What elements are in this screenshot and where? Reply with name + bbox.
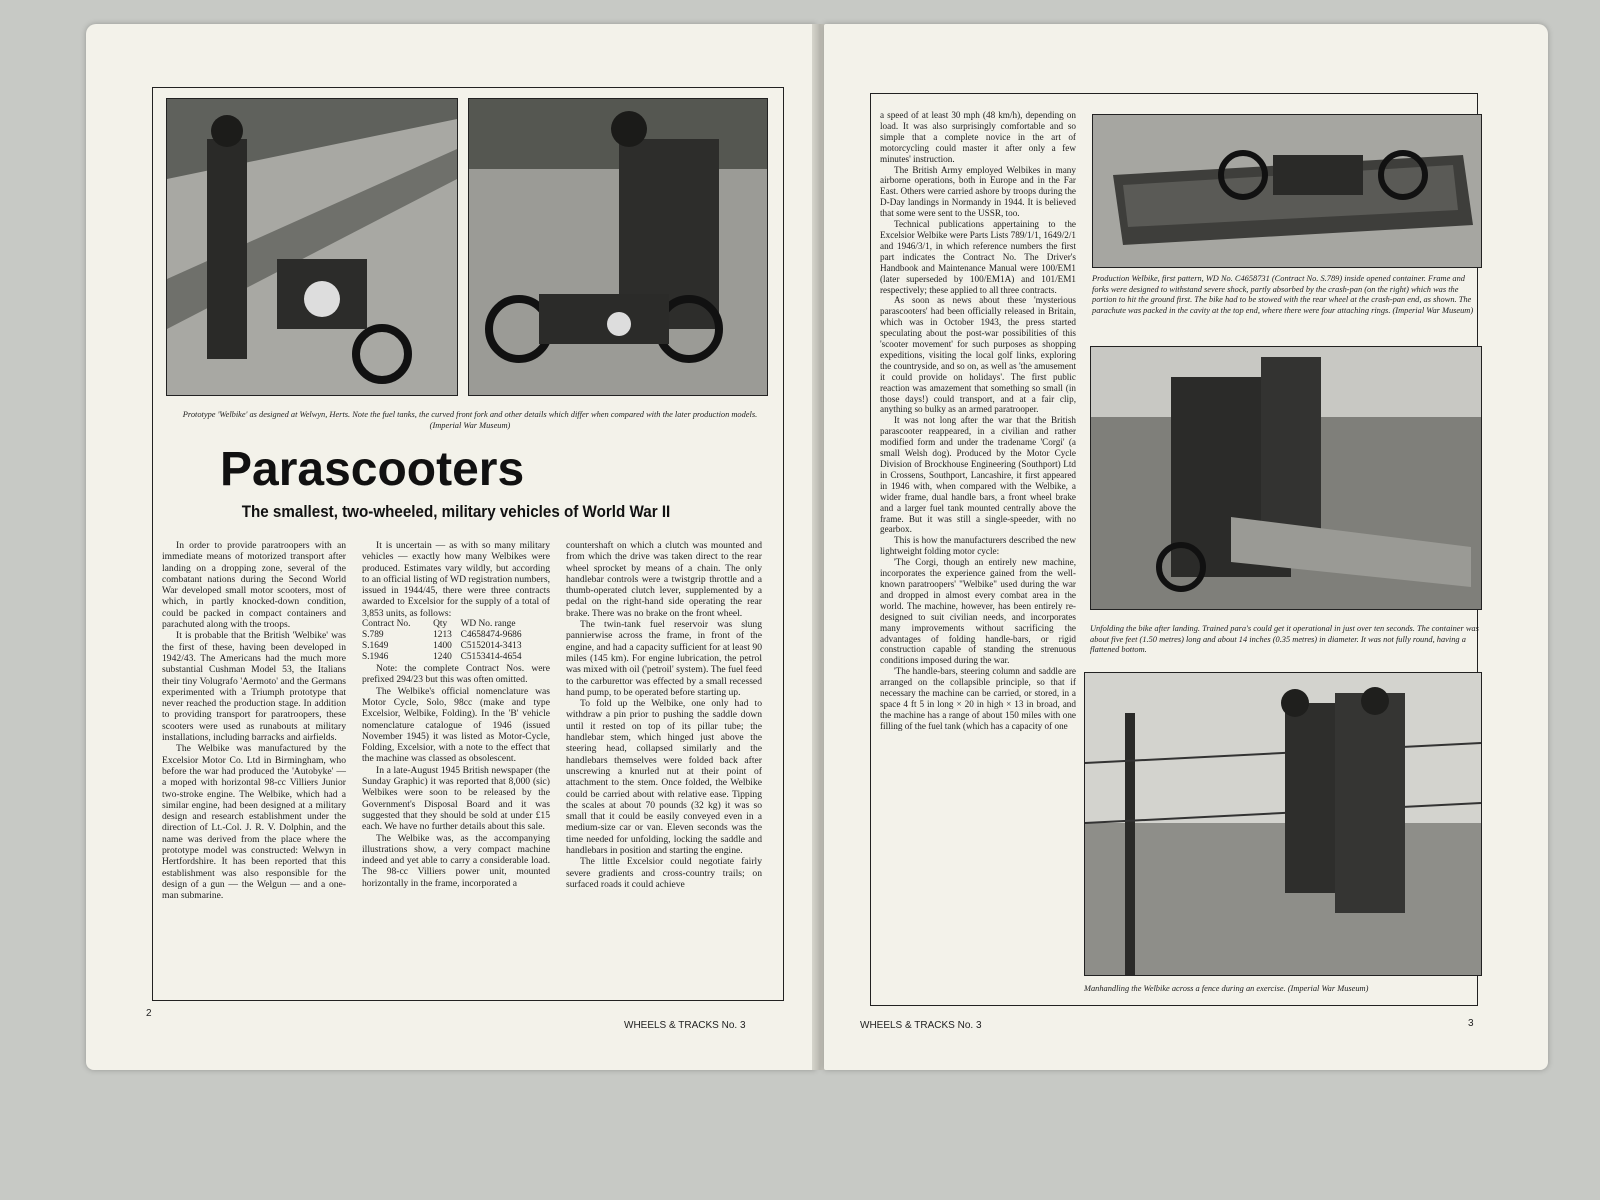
table-cell: C5152014-3413 [460,641,522,652]
right-page-number: 3 [1468,1018,1474,1029]
caption-unfolding: Unfolding the bike after landing. Trained para's could get it operational in just over ten seconds. The container was about five feet (1.50 metres) long and about 14 inches (0.35 metres) in diameter. It was not fully round, having a flattened bottom. [1090,624,1479,654]
table-cell: C4658474-9686 [460,630,522,641]
left-running-footer: WHEELS & TRACKS No. 3 [624,1020,746,1031]
photo-prototype-welbike-right [468,98,768,396]
right-text-column [880,110,1076,732]
article-title: Parascooters [220,443,525,496]
contract-table [362,619,550,663]
table-cell: 1240 [433,652,452,663]
table-cell: 1400 [433,641,452,652]
caption-container: Production Welbike, first pattern, WD No. C4658731 (Contract No. S.789) inside opened container. Frame and forks were designed to withstand severe shock, partly absorbed by the crash-pan (on the right) which was the portion to hit the ground first. The bike had to be stowed with the rear wheel at the crash-pan end, as shown. The parachute was packed in the cavity at the top end, where there were four attaching rings. (Imperial War Museum) [1092,274,1474,315]
paragraph: In order to provide paratroopers with an immediate means of motorized transport after landing on a dropping zone, several of the combatant nations during the Second World War developed small motor scooters, most of which, in partly knocked-down condition, could be packed in compact containers and parachuted along with the troops. [162,540,346,631]
paragraph: The Welbike's official nomenclature was Motor Cycle, Solo, 98cc (make and type Excelsior, Welbike, Folding). In the 'B' vehicle nomenclature catalogue of 1946 (issued November 1945) it was listed as Motor-Cycle, Folding, Excelsior, with a note to the effect that the machine was classed as obsolescent. [362,685,550,765]
text-column-1 [162,540,346,902]
photo-fence-exercise [1084,672,1482,976]
photo-unfolding-after-landing [1090,346,1482,610]
table-cell: S.1649 [362,641,389,652]
table-cell: C5153414-4654 [460,652,522,663]
table-row [362,630,550,641]
paragraph: a speed of at least 30 mph (48 km/h), depending on load. It was also surprisingly comfortable and so simple that a complete novice in the art of motorcycling could master it after only a few minutes' instruction. [880,110,1076,164]
table-row [362,641,550,652]
paragraph: The British Army employed Welbikes in many airborne operations, both in Europe and in the Far East. Others were carried ashore by troops during the D-Day landings in Normandy in 1944. It is believed that some were sent to the USSR, too. [880,164,1076,219]
paragraph: The little Excelsior could negotiate fairly severe gradients and cross-country trails; on surfaced roads it could achieve [566,856,762,890]
paragraph: This is how the manufacturers described the new lightweight folding motor cycle: [880,535,1076,557]
paragraph: To fold up the Welbike, one only had to withdraw a pin prior to pushing the saddle down until it rested on top of its pillar tube; the handlebar stem, which hinged just above the steering head, collapsed similarly and the handlebars themselves were folded back after unscrewing a knurled nut at their point of attachment to the stem. Once folded, the Welbike could be carried about with relative ease. Tipping the scales at about 70 pounds (32 kg) it was so small that it could be easily conveyed even in a medium-size car or van. Eleven seconds was the time needed for unfolding, locking the saddle and handlebars in position and starting the engine. [566,698,762,857]
paragraph: countershaft on which a clutch was mounted and from which the drive was taken direct to the rear wheel sprocket by means of a chain. The only handlebar controls were a twistgrip throttle and a thumb-operated clutch lever, supplemented by a pedal on the right-hand side operating the rear brake. There was no brake on the front wheel. [566,540,762,619]
paragraph: Technical publications appertaining to the Excelsior Welbike were Parts Lists 789/1/1, 1649/2/1 and 1946/3/1, in which reference numbers the first part indicates the Contract No. The Driver's Handbook and Maintenance Manual were 100/EM1 (later superseded by 100/EM1A) and 101/EM1 respectively; these applied to all three contracts. [880,219,1076,295]
paragraph: It was not long after the war that the British parascooter reappeared, in a civilian and rather modified form and under the tradename 'Corgi' (a small Welsh dog). Produced by the Motor Cycle Division of Brockhouse Engineering (Southport) Ltd in Crossens, Southport, Lancashire, it first appeared in 1946 with, when compared with the Welbike, a wider frame, dual handle bars, a front wheel brake and a larger fuel tank mounted centrally above the frame. But it was still a single-speeder, with no gearbox. [880,415,1076,535]
paragraph: 'The Corgi, though an entirely new machine, incorporates the experience gained from the well-known paratroopers' "Welbike" used during the war and dropped in almost every combat area in the world. The machine, however, has been entirely re-designed to suit civilian needs, and incorporates many improvements without sacrificing the advantages of folding handle-bars, or rigid construction capable of standing the strenuous conditions imposed during the war. [880,557,1076,666]
table-header: Qty [433,619,448,630]
table-header: WD No. range [460,619,516,630]
photo-prototype-welbike-left [166,98,458,396]
table-row [362,652,550,663]
text-column-2 [362,540,550,889]
paragraph: The Welbike was, as the accompanying illustrations show, a very compact machine indeed and yet able to carry a considerable load. The 98-cc Villiers power unit, mounted horizontally in the frame, incorporated a [362,832,550,889]
text-column-3 [566,540,762,890]
paragraph: It is probable that the British 'Welbike' was the first of these, having been developed in 1942/43. The Americans had the much more substantial Cushman Model 53, the Italians their tiny Volugrafo 'Aermoto' and the Germans experimented with a Triumph prototype that never reached the production stage. In addition to providing transport for paratroopers, these scooters were used as runabouts at military installations, including barracks and airfields. [162,630,346,744]
paragraph: 'The handle-bars, steering column and saddle are arranged on the collapsible principle, so that if necessary the machine can be carried, or stored, in a space 4 ft 5 in long × 20 in high × 13 in broad, and the machine has a range of about 150 miles with one filling of the fuel tank (which has a capacity of one [880,666,1076,731]
caption-fence: Manhandling the Welbike across a fence during an exercise. (Imperial War Museum) [1084,984,1369,993]
paragraph: The Welbike was manufactured by the Excelsior Motor Co. Ltd in Birmingham, who before the war had produced the 'Autobyke' — a moped with horizontal 98-cc Villiers Junior two-stroke engine. The Welbike, which had a similar engine, had been designed at a military design and research establishment under the direction of Lt.-Col. J. R. V. Dolphin, and the name was derived from the place where the prototype model was constructed: Welwyn in Hertfordshire. It has been reported that this establishment was also responsible for the design of a gun — the Welgun — and a one-man submarine. [162,743,346,902]
table-cell: S.789 [362,630,384,641]
right-running-footer: WHEELS & TRACKS No. 3 [860,1020,982,1031]
paragraph: In a late-August 1945 British newspaper (the Sunday Graphic) it was reported that 8,000 (sic) Welbikes were soon to be released by the Government's Disposal Board and it was suggested that they should be sold at under £15 each. We have no further details about this sale. [362,764,550,833]
article-subtitle: The smallest, two-wheeled, military vehicles of World War II [241,503,671,521]
table-header-row [362,619,550,630]
paragraph: The twin-tank fuel reservoir was slung pannierwise across the frame, in front of the engine, and had a capacity sufficient for at least 90 miles (145 km). For engine lubrication, the petrol was mixed with oil ('petroil' system). The fuel feed to the carburettor was effected by a small recessed hand pump, to be operated before starting up. [566,619,762,698]
table-header: Contract No. [362,619,411,630]
table-cell: 1213 [433,630,452,641]
paragraph: It is uncertain — as with so many military vehicles — exactly how many Welbikes were produced. Estimates vary wildly, but according to an official listing of WD registration numbers, issued in 1944/45, there were three contracts awarded to Excelsior for the supply of a total of 3,853 units, as follows: [362,540,550,619]
photo-welbike-container [1092,114,1482,268]
left-page-number: 2 [146,1008,152,1019]
paragraph: Note: the complete Contract Nos. were prefixed 294/23 but this was often omitted. [362,663,550,686]
paragraph: As soon as news about these 'mysterious parascooters' had been officially released in Britain, which was in October 1943, the press started speculating about the post-war possibilities of this 'scooter movement' for such purposes as shopping expeditions, visiting the local golf links, exploring the countryside, and so on, as well as 'the amusement it could provide on holidays'. The first public reaction was amazement that something so small (in those days!) could transport, and at a fair clip, anything so bulky as an armed paratrooper. [880,295,1076,415]
caption-prototype: Prototype 'Welbike' as designed at Welwyn, Herts. Note the fuel tanks, the curved front fork and other details which differ when compared with the later production models. (Imperial War Museum) [182,410,758,430]
table-cell: S.1946 [362,652,389,663]
